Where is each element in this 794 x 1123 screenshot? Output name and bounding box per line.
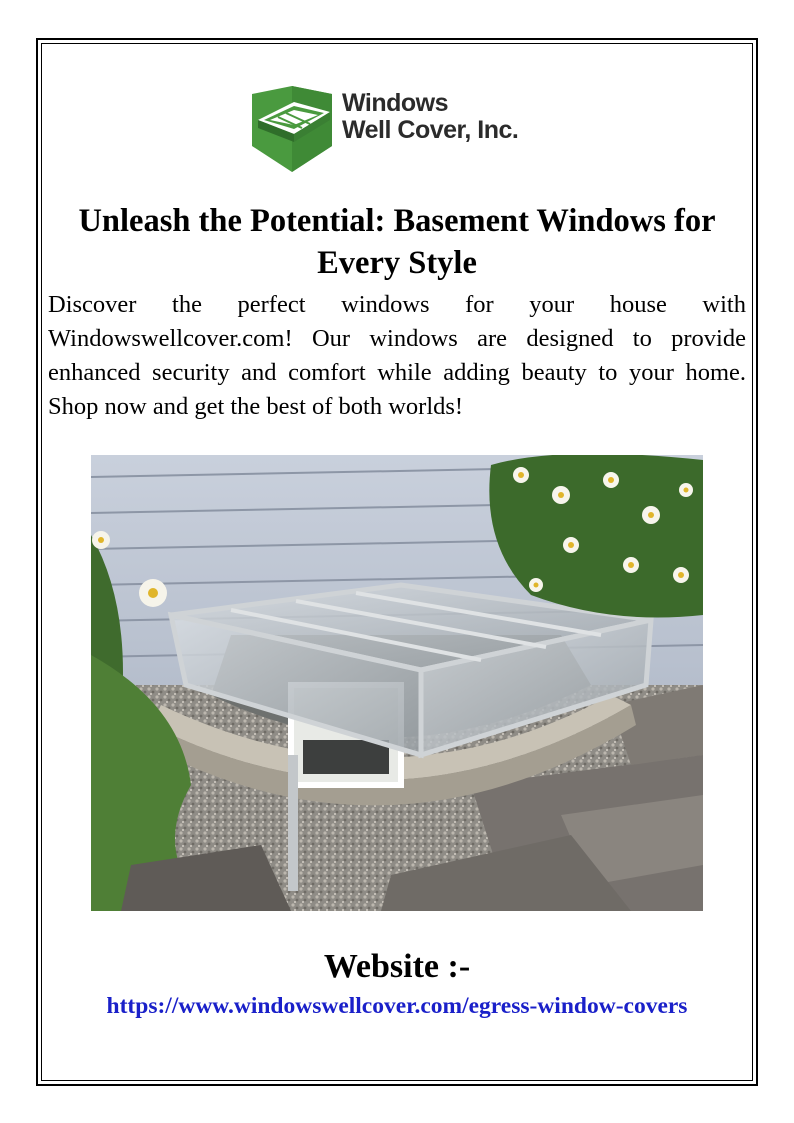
window-well-cover-photo xyxy=(91,455,703,911)
website-label: Website :- xyxy=(323,948,471,985)
logo-line-2: Well Cover, Inc. xyxy=(342,116,519,144)
window-well-cover-icon xyxy=(246,82,338,176)
logo-wordmark xyxy=(342,90,518,144)
photo-illustration xyxy=(91,455,703,911)
body-paragraph: Discover the perfect windows for your house with Windowswellcover.com! Our windows are designed to provide enhanced security and comfort while adding beauty to your home. Shop now and get the best of both worlds! xyxy=(48,291,746,420)
logo-line-1: Windows xyxy=(342,89,448,117)
website-url-link[interactable]: https://www.windowswellcover.com/egress-window-covers xyxy=(106,993,688,1019)
page-title: Unleash the Potential: Basement Windows for Every Style xyxy=(78,203,716,281)
company-logo xyxy=(246,82,546,176)
